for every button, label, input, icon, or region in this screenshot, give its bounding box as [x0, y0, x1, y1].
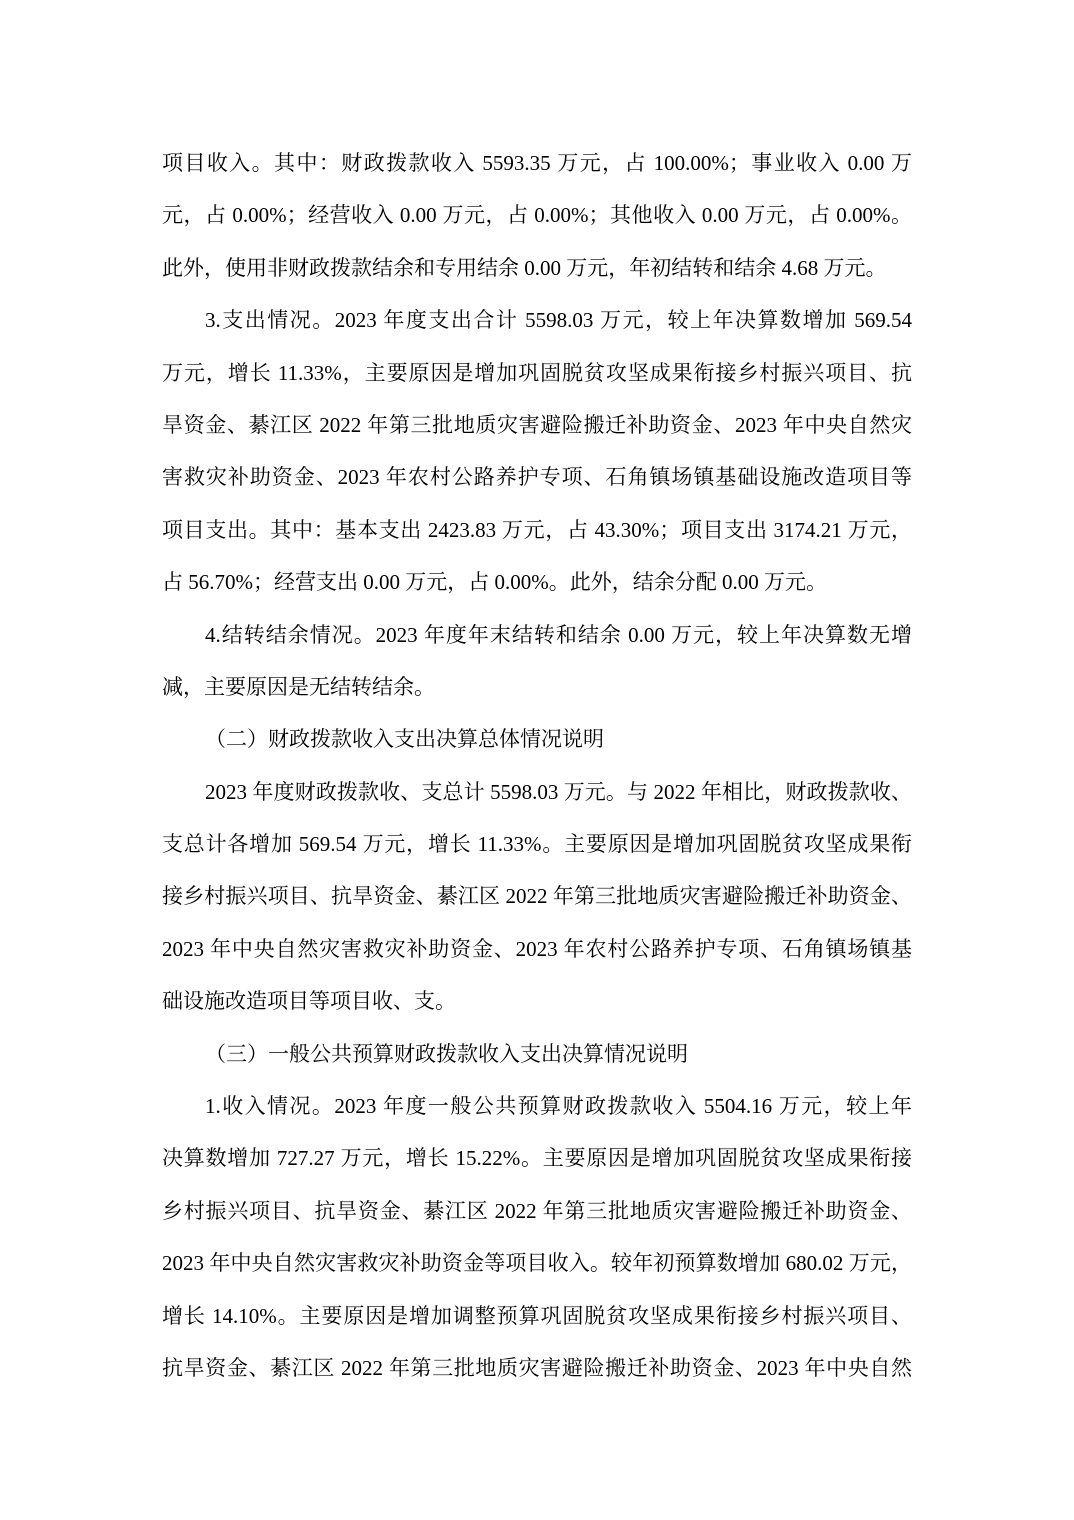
text-line: （三）一般公共预算财政拨款收入支出决算情况说明: [205, 1041, 688, 1066]
document-text-block: [162, 137, 912, 1394]
text-line: 旱资金、綦江区 2022 年第三批地质灾害避险搬迁补助资金、2023 年中央自然灾: [162, 412, 912, 437]
text-line: 减，主要原因是无结转结余。: [162, 674, 435, 699]
text-line: 4.结转结余情况。2023 年度年末结转和结余 0.00 万元，较上年决算数无增: [205, 622, 912, 647]
text-line: 2023 年度财政拨款收、支总计 5598.03 万元。与 2022 年相比，财政拨款收、: [205, 779, 912, 804]
text-line: （二）财政拨款收入支出决算总体情况说明: [205, 727, 604, 752]
text-line: 增长 14.10%。主要原因是增加调整预算巩固脱贫攻坚成果衔接乡村振兴项目、: [162, 1303, 912, 1328]
text-line: 2023 年中央自然灾害救灾补助资金、2023 年农村公路养护专项、石角镇场镇基: [162, 936, 912, 961]
text-line: 万元，增长 11.33%，主要原因是增加巩固脱贫攻坚成果衔接乡村振兴项目、抗: [162, 360, 912, 385]
text-line: 害救灾补助资金、2023 年农村公路养护专项、石角镇场镇基础设施改造项目等: [162, 465, 912, 490]
text-line: 乡村振兴项目、抗旱资金、綦江区 2022 年第三批地质灾害避险搬迁补助资金、: [162, 1198, 912, 1223]
text-line: 支总计各增加 569.54 万元，增长 11.33%。主要原因是增加巩固脱贫攻坚成果衔: [162, 832, 912, 857]
text-line: 3.支出情况。2023 年度支出合计 5598.03 万元，较上年决算数增加 569.54: [205, 308, 912, 333]
text-line: 接乡村振兴项目、抗旱资金、綦江区 2022 年第三批地质灾害避险搬迁补助资金、: [162, 884, 912, 909]
text-line: 1.收入情况。2023 年度一般公共预算财政拨款收入 5504.16 万元，较上年: [205, 1094, 912, 1119]
text-line: 元，占 0.00%；经营收入 0.00 万元，占 0.00%；其他收入 0.00 万元，占 0.00%。: [162, 203, 912, 228]
text-line: 础设施改造项目等项目收、支。: [162, 989, 456, 1014]
text-line: 决算数增加 727.27 万元，增长 15.22%。主要原因是增加巩固脱贫攻坚成果衔接: [162, 1146, 912, 1171]
text-line: 占 56.70%；经营支出 0.00 万元，占 0.00%。此外，结余分配 0.00 万元。: [162, 570, 827, 595]
text-line: 2023 年中央自然灾害救灾补助资金等项目收入。较年初预算数增加 680.02 万元，: [162, 1251, 912, 1276]
text-line: 抗旱资金、綦江区 2022 年第三批地质灾害避险搬迁补助资金、2023 年中央自然: [162, 1355, 912, 1380]
text-line: 项目支出。其中：基本支出 2423.83 万元，占 43.30%；项目支出 3174.21 万元，: [162, 517, 912, 542]
text-line: 项目收入。其中：财政拨款收入 5593.35 万元，占 100.00%；事业收入 0.00 万: [162, 151, 912, 175]
text-line: 此外，使用非财政拨款结余和专用结余 0.00 万元，年初结转和结余 4.68 万元。: [162, 255, 887, 280]
